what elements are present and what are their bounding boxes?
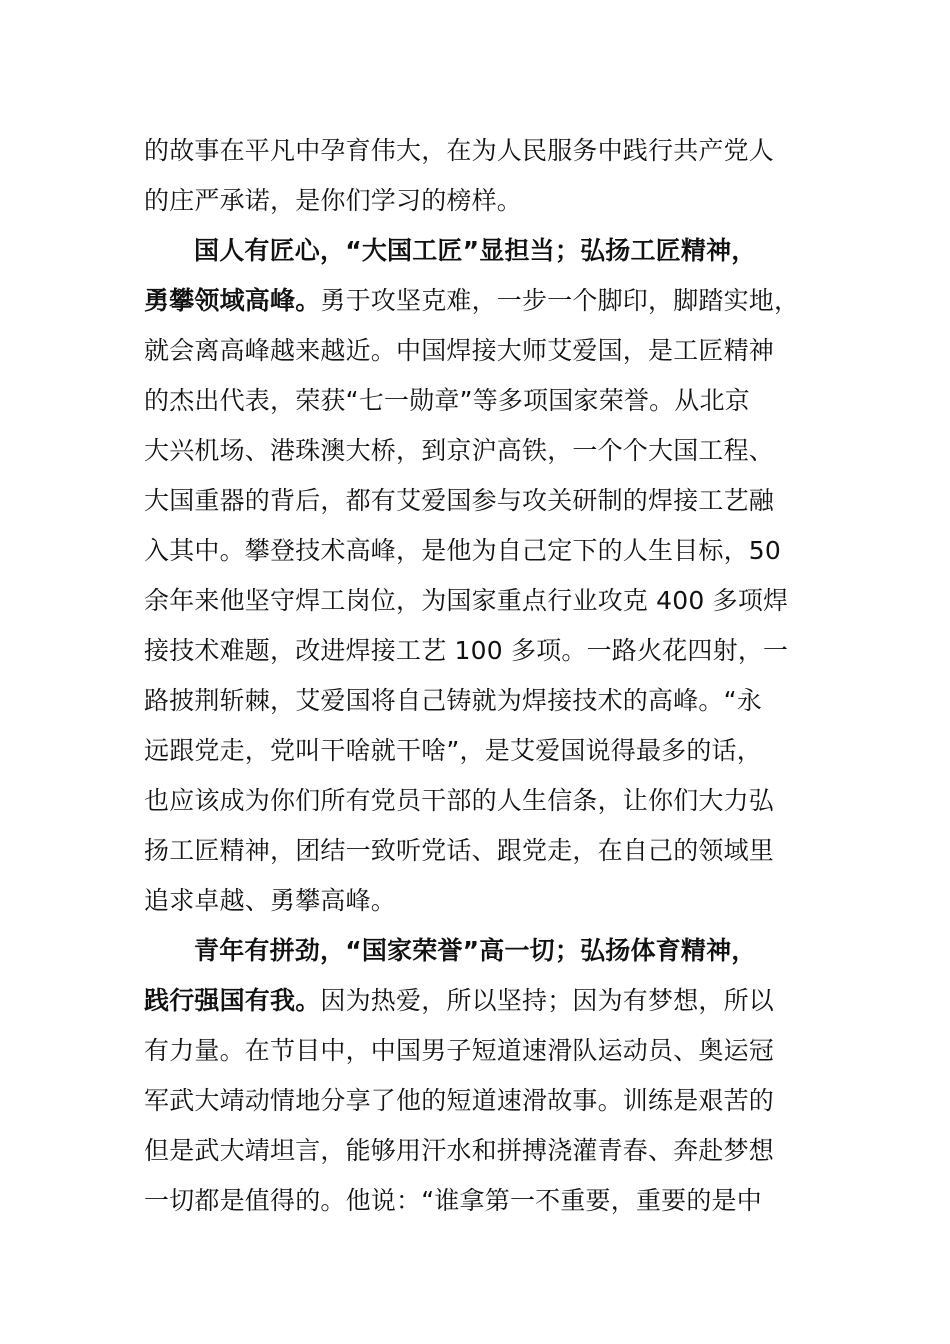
text-line-4 bbox=[144, 284, 799, 318]
text-line-5 bbox=[144, 334, 774, 368]
section-heading-craftsman bbox=[194, 234, 756, 268]
text-line-16 bbox=[144, 884, 396, 918]
line-segment: 一切都是值得的。他说：“谁拿第一不重要，重要的是中 bbox=[144, 1186, 762, 1215]
line-segment: 远跟党走，党叫干啥就干啥”，是艾爱国说得最多的话， bbox=[144, 736, 762, 765]
line-segment: 扬工匠精神，团结一致听党话、跟党走，在自己的领域里 bbox=[144, 836, 775, 865]
line-segment: 有力量。在节目中，中国男子短道速滑队运动员、奥运冠 bbox=[144, 1036, 775, 1065]
line-segment: 大兴机场、港珠澳大桥，到京沪高铁，一个个大国工程、 bbox=[144, 436, 775, 465]
line-segment: 的故事在平凡中孕育伟大，在为人民服务中践行共产党人 bbox=[144, 136, 775, 165]
line-segment: 勇于攻坚克难，一步一个脚印，脚踏实地， bbox=[320, 286, 800, 315]
line-segment: 追求卓越、勇攀高峰。 bbox=[144, 886, 397, 915]
line-segment: 也应该成为你们所有党员干部的人生信条，让你们大力弘 bbox=[144, 786, 775, 815]
line-segment-bold: 青年有拼劲，“国家荣誉”高一切；弘扬体育精神， bbox=[194, 936, 757, 965]
text-line-1 bbox=[144, 134, 774, 168]
text-line-11 bbox=[144, 634, 788, 668]
text-line-15 bbox=[144, 834, 774, 868]
line-segment: 接技术难题，改进焊接工艺 100 多项。一路火花四射，一 bbox=[144, 636, 789, 665]
text-line-19 bbox=[144, 1034, 774, 1068]
line-segment-bold: 践行强国有我。 bbox=[144, 986, 321, 1015]
line-segment-bold: 国人有匠心，“大国工匠”显担当；弘扬工匠精神， bbox=[194, 236, 757, 265]
text-line-9 bbox=[144, 534, 781, 568]
line-segment: 大国重器的背后，都有艾爱国参与攻关研制的焊接工艺融 bbox=[144, 486, 775, 515]
line-segment: 就会离高峰越来越近。中国焊接大师艾爱国，是工匠精神 bbox=[144, 336, 775, 365]
text-line-20 bbox=[144, 1084, 774, 1118]
line-segment: 因为热爱，所以坚持；因为有梦想，所以 bbox=[320, 986, 775, 1015]
line-segment-bold: 勇攀领域高峰。 bbox=[144, 286, 321, 315]
text-line-8 bbox=[144, 484, 774, 518]
text-line-6 bbox=[144, 384, 750, 418]
text-line-13 bbox=[144, 734, 762, 768]
text-line-10 bbox=[144, 584, 788, 618]
section-heading-youth bbox=[194, 934, 756, 968]
text-line-14 bbox=[144, 784, 774, 818]
text-line-12 bbox=[144, 684, 762, 718]
line-segment: 军武大靖动情地分享了他的短道速滑故事。训练是艰苦的 bbox=[144, 1086, 775, 1115]
line-segment: 的庄严承诺，是你们学习的榜样。 bbox=[144, 186, 523, 215]
line-segment: 入其中。攀登技术高峰，是他为自己定下的人生目标，50 bbox=[144, 536, 782, 565]
text-line-21 bbox=[144, 1134, 774, 1168]
text-line-2 bbox=[144, 184, 522, 218]
text-line-22 bbox=[144, 1184, 762, 1218]
line-segment: 余年来他坚守焊工岗位，为国家重点行业攻克 400 多项焊 bbox=[144, 586, 789, 615]
text-line-7 bbox=[144, 434, 774, 468]
line-segment: 路披荆斩棘，艾爱国将自己铸就为焊接技术的高峰。“永 bbox=[144, 686, 762, 715]
line-segment: 的杰出代表，荣获“七一勋章”等多项国家荣誉。从北京 bbox=[144, 386, 750, 415]
text-line-18 bbox=[144, 984, 774, 1018]
line-segment: 但是武大靖坦言，能够用汗水和拼搏浇灌青春、奔赴梦想 bbox=[144, 1136, 775, 1165]
